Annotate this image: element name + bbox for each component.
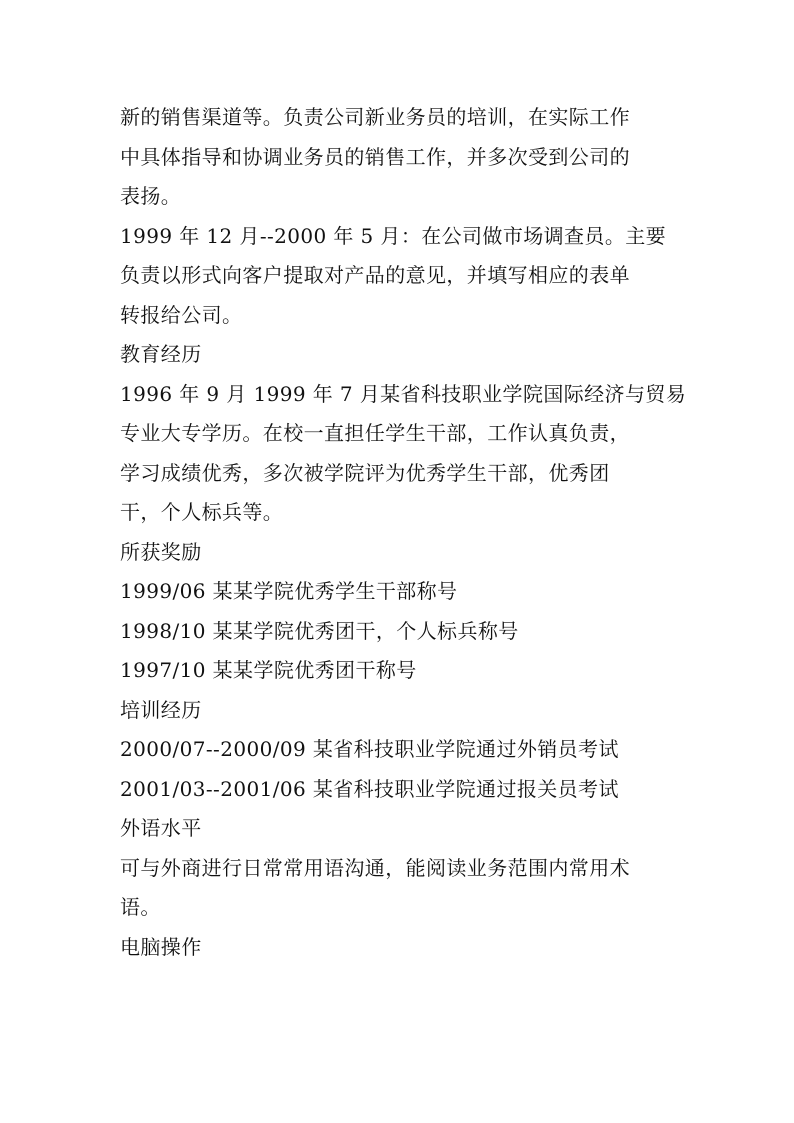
section-heading-education: 教育经历 xyxy=(120,342,202,366)
award-item: 1998/10 某某学院优秀团干，个人标兵称号 xyxy=(120,618,519,643)
text-line: 中具体指导和协调业务员的销售工作，并多次受到公司的 xyxy=(120,144,630,169)
section-heading-language: 外语水平 xyxy=(120,816,202,840)
text-line: 专业大专学历。在校一直担任学生干部，工作认真负责， xyxy=(120,421,630,445)
text-line: 可与外商进行日常常用语沟通，能阅读业务范围内常用术 xyxy=(120,855,630,880)
section-heading-training: 培训经历 xyxy=(120,697,202,722)
text-line: 转报给公司。 xyxy=(120,302,243,327)
text-line: 干，个人标兵等。 xyxy=(120,500,284,524)
text-line: 1996 年 9 月 1999 年 7 月某省科技职业学院国际经济与贸易 xyxy=(120,381,687,406)
training-item: 2001/03--2001/06 某省科技职业学院通过报关员考试 xyxy=(120,776,619,801)
document-body xyxy=(120,98,687,967)
award-item: 1999/06 某某学院优秀学生干部称号 xyxy=(120,579,458,603)
text-line: 新的销售渠道等。负责公司新业务员的培训，在实际工作 xyxy=(120,105,630,129)
award-item: 1997/10 某某学院优秀团干称号 xyxy=(120,658,417,682)
section-heading-awards: 所获奖励 xyxy=(120,539,202,564)
text-line: 学习成绩优秀，多次被学院评为优秀学生干部，优秀团 xyxy=(120,460,610,485)
section-heading-computer: 电脑操作 xyxy=(120,934,202,959)
text-line: 语。 xyxy=(120,895,161,919)
text-line: 负责以形式向客户提取对产品的意见，并填写相应的表单 xyxy=(120,263,630,287)
training-item: 2000/07--2000/09 某省科技职业学院通过外销员考试 xyxy=(120,737,619,761)
text-line: 1999 年 12 月--2000 年 5 月：在公司做市场调查员。主要 xyxy=(120,223,667,248)
text-line: 表扬。 xyxy=(120,184,182,208)
